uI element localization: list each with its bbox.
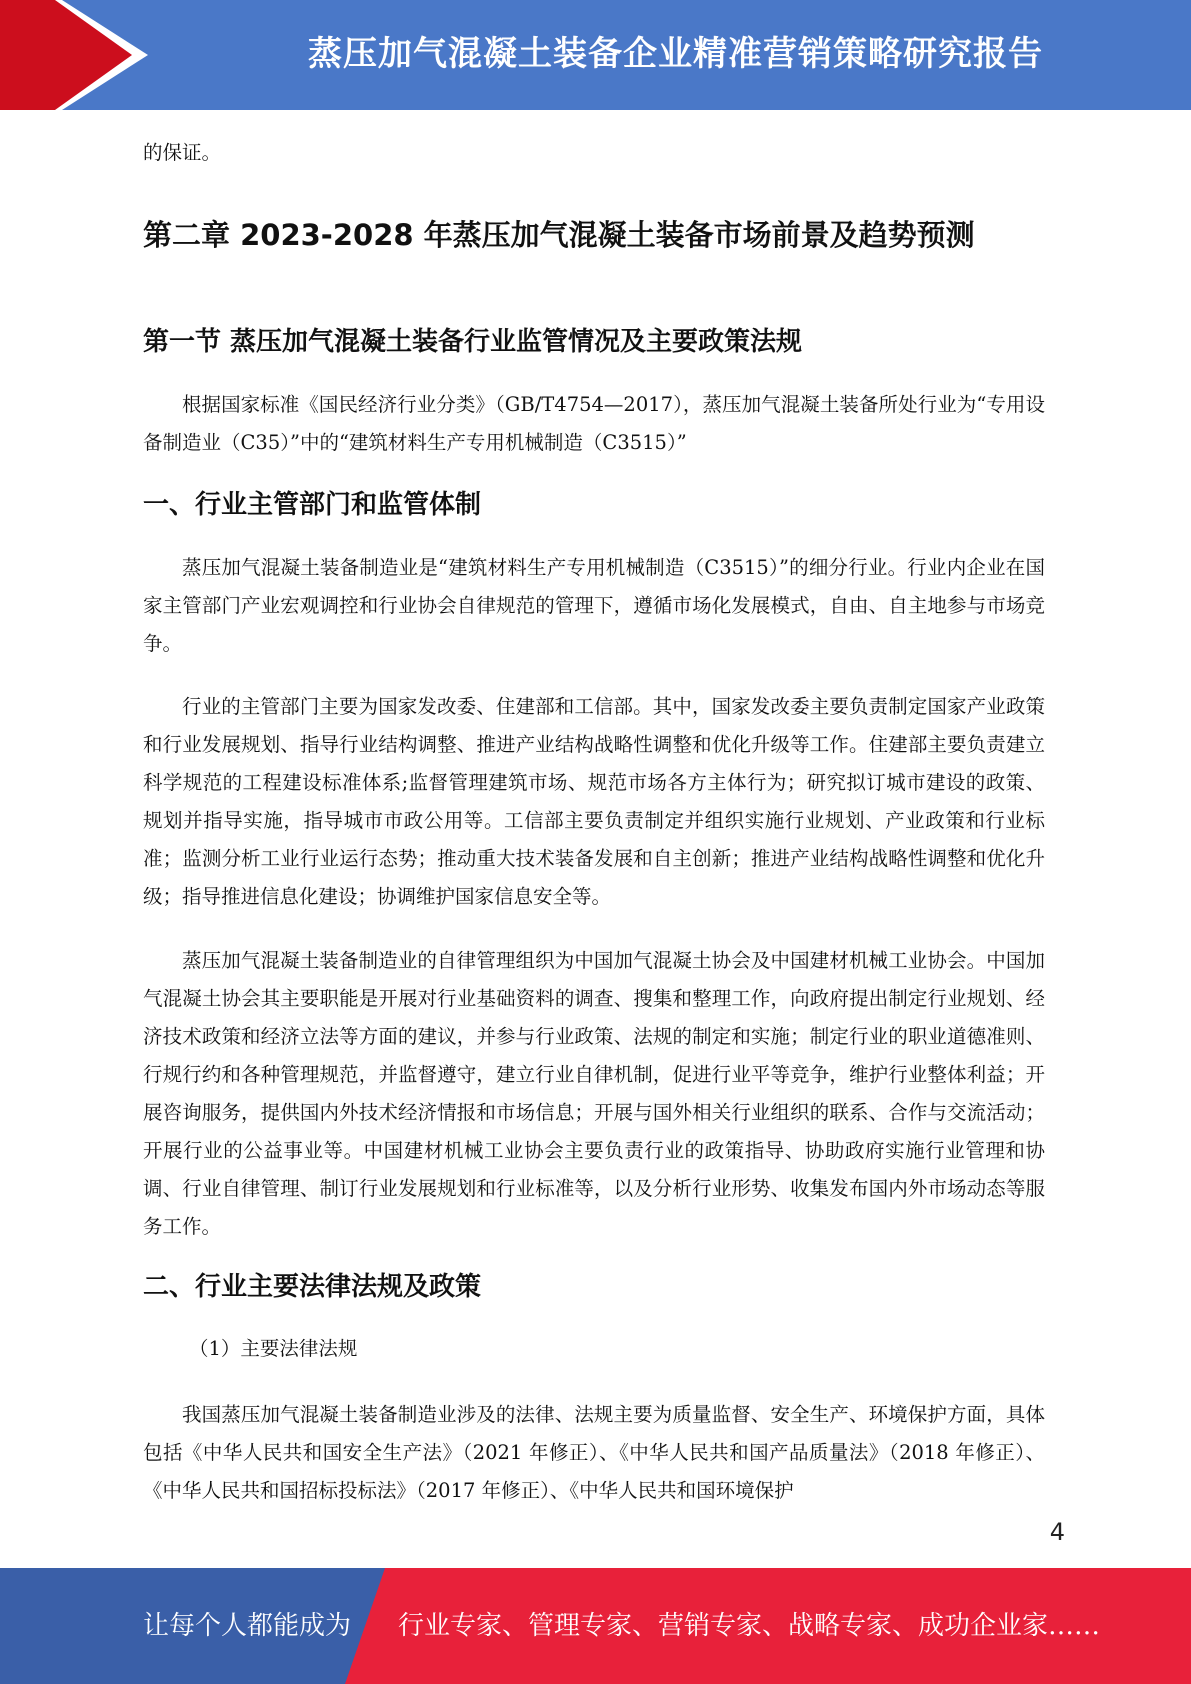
section-title: 第一节 蒸压加气混凝土装备行业监管情况及主要政策法规 (143, 327, 803, 357)
heading-regulatory-authorities: 一、行业主管部门和监管体制 (143, 490, 482, 520)
footer-slogan-right: 行业专家、管理专家、营销专家、战略专家、成功企业家…… (398, 1611, 1101, 1641)
footer-slogan-left: 让每个人都能成为 (143, 1611, 352, 1641)
sub-heading-main-laws: （1）主要法律法规 (189, 1337, 358, 1360)
intro-paragraph: 根据国家标准《国民经济行业分类》（GB/T4754—2017），蒸压加气混凝土装备所处行业为“专用设备制造业（C35）”中的“建筑材料生产专用机械制造（C3515）” (143, 393, 1045, 454)
page-number: 4 (1049, 1518, 1065, 1546)
chapter-title: 第二章 2023-2028 年蒸压加气混凝土装备市场前景及趋势预测 (143, 218, 975, 252)
paragraph-industry-definition: 蒸压加气混凝土装备制造业是“建筑材料生产专用机械制造（C3515）”的细分行业。行业内企业在国家主管部门产业宏观调控和行业协会自律规范的管理下，遵循市场化发展模式，自由、自主地参与市场竞争。 (143, 556, 1045, 655)
page-header (0, 0, 1191, 110)
report-title: 蒸压加气混凝土装备企业精准营销策略研究报告 (308, 34, 1043, 74)
paragraph-laws-list: 我国蒸压加气混凝土装备制造业涉及的法律、法规主要为质量监督、安全生产、环境保护方面，具体包括《中华人民共和国安全生产法》（2021 年修正）、《中华人民共和国产品质量法》（2018 年修正）、《中华人民共和国招标投标法》（2017 年修正）、《中华人民共和国环境保护 (143, 1403, 1045, 1502)
paragraph-industry-associations: 蒸压加气混凝土装备制造业的自律管理组织为中国加气混凝土协会及中国建材机械工业协会。中国加气混凝土协会其主要职能是开展对行业基础资料的调查、搜集和整理工作，向政府提出制定行业规划、经济技术政策和经济立法等方面的建议，并参与行业政策、法规的制定和实施；制定行业的职业道德准则、行规行约和各种管理规范，并监督遵守，建立行业自律机制，促进行业平等竞争，维护行业整体利益；开展咨询服务，提供国内外技术经济情报和市场信息；开展与国外相关行业组织的联系、合作与交流活动；开展行业的公益事业等。中国建材机械工业协会主要负责行业的政策指导、协助政府实施行业管理和协调、行业自律管理、制订行业发展规划和行业标准等，以及分析行业形势、收集发布国内外市场动态等服务工作。 (143, 949, 1045, 1238)
paragraph-government-departments: 行业的主管部门主要为国家发改委、住建部和工信部。其中，国家发改委主要负责制定国家产业政策和行业发展规划、指导行业结构调整、推进产业结构战略性调整和优化升级等工作。住建部主要负责建立科学规范的工程建设标准体系;监督管理建筑市场、规范市场各方主体行为；研究拟订城市建设的政策、规划并指导实施，指导城市市政公用等。工信部主要负责制定并组织实施行业规划、产业政策和行业标准；监测分析工业行业运行态势；推动重大技术装备发展和自主创新；推进产业结构战略性调整和优化升级；指导推进信息化建设；协调维护国家信息安全等。 (143, 695, 1045, 908)
heading-laws-policies: 二、行业主要法律法规及政策 (143, 1272, 482, 1302)
continuation-text: 的保证。 (143, 141, 222, 164)
page-footer (0, 1568, 1191, 1684)
